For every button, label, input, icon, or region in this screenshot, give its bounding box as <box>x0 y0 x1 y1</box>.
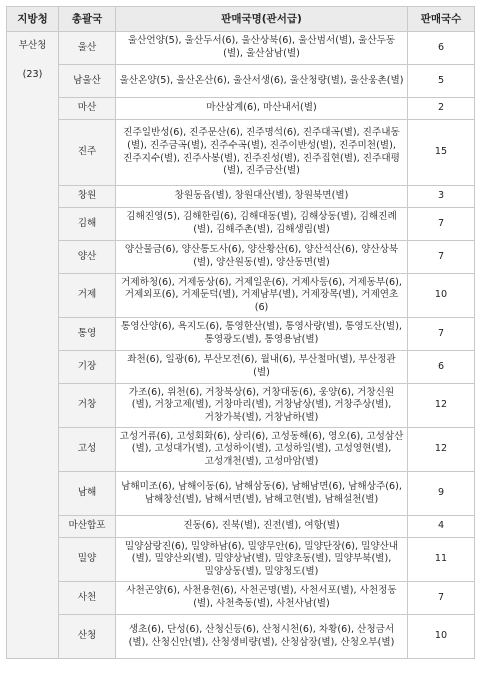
table-row <box>7 274 475 318</box>
seller-list: 진동(6), 진북(별), 진전(별), 여항(별) <box>116 516 408 538</box>
header-hq: 총괄국 <box>59 7 116 32</box>
seller-list: 울산언양(5), 울산두서(6), 울산상북(6), 울산범서(별), 울산두동(별), 울산삼남(별) <box>116 32 408 65</box>
seller-count: 15 <box>408 120 475 186</box>
table-row <box>7 120 475 186</box>
seller-count: 4 <box>408 516 475 538</box>
header-row <box>7 7 475 32</box>
seller-count: 2 <box>408 98 475 120</box>
table-row <box>7 32 475 65</box>
regional-office-name: 부산청 <box>18 40 47 51</box>
regional-office-cell <box>7 32 59 659</box>
table-row <box>7 516 475 538</box>
table-row <box>7 472 475 516</box>
hq-name: 양산 <box>59 241 116 274</box>
hq-name: 기장 <box>59 351 116 384</box>
seller-count: 9 <box>408 472 475 516</box>
table-row <box>7 186 475 208</box>
header-sellers: 판매국명(관서급) <box>116 7 408 32</box>
seller-list: 통영산양(6), 욕지도(6), 통영한산(별), 통영사량(별), 통영도산(별), 통영광도(별), 통영용남(별) <box>116 318 408 351</box>
seller-count: 12 <box>408 428 475 472</box>
hq-name: 통영 <box>59 318 116 351</box>
table-row <box>7 351 475 384</box>
seller-count: 12 <box>408 384 475 428</box>
table-row <box>7 582 475 615</box>
table-row <box>7 384 475 428</box>
seller-list: 남해미조(6), 남해이동(6), 남해삼동(6), 남해남면(6), 남해상주(6), 남해창선(별), 남해서면(별), 남해고현(별), 남해설천(별) <box>116 472 408 516</box>
seller-list: 밀양삼랑진(6), 밀양하남(6), 밀양무안(6), 밀양단장(6), 밀양산내(별), 밀양산외(별), 밀양상남(별), 밀양초동(별), 밀양부북(별), 밀양상동(별), 밀양청도(별) <box>116 538 408 582</box>
seller-count: 3 <box>408 186 475 208</box>
table-row <box>7 615 475 659</box>
seller-list: 거제하청(6), 거제동상(6), 거제일운(6), 거제사등(6), 거제동부(6), 거제외포(6), 거제둔덕(별), 거제남부(별), 거제장목(별), 거제연초(6) <box>116 274 408 318</box>
table-row <box>7 65 475 98</box>
seller-count: 7 <box>408 208 475 241</box>
seller-count: 7 <box>408 582 475 615</box>
seller-list: 진주일반성(6), 진주문산(6), 진주명석(6), 진주대곡(별), 진주내동(별), 진주금곡(별), 진주수곡(별), 진주이반성(별), 진주미천(별), 진주지수(별), 진주사봉(별), 진주진성(별), 진주집현(별), 진주대평(별), 진주금산(별) <box>116 120 408 186</box>
seller-list: 생초(6), 단성(6), 산청신등(6), 산청시천(6), 차황(6), 산청금서(별), 산청신안(별), 산청생비량(별), 산청삼장(별), 산청오부(별) <box>116 615 408 659</box>
seller-list: 가조(6), 위천(6), 거창북상(6), 거창대동(6), 웅양(6), 거창신원(별), 거창고제(별), 거창마리(별), 거창남상(별), 거창주상(별), 거창가북(별), 거창남하(별) <box>116 384 408 428</box>
hq-name: 창원 <box>59 186 116 208</box>
seller-list: 좌천(6), 일광(6), 부산모전(6), 월내(6), 부산철마(별), 부산정관(별) <box>116 351 408 384</box>
table-row <box>7 208 475 241</box>
table-row <box>7 241 475 274</box>
seller-count: 10 <box>408 615 475 659</box>
header-office: 지방청 <box>7 7 59 32</box>
regional-office-count: (23) <box>22 68 43 80</box>
seller-count: 6 <box>408 32 475 65</box>
seller-count: 5 <box>408 65 475 98</box>
seller-list: 양산물금(6), 양산통도사(6), 양산황산(6), 양산석산(6), 양산상북(별), 양산원동(별), 양산동면(별) <box>116 241 408 274</box>
seller-list: 사천곤양(6), 사천용현(6), 사천곤명(별), 사천서포(별), 사천정동(별), 사천축동(별), 사천사남(별) <box>116 582 408 615</box>
seller-count: 11 <box>408 538 475 582</box>
seller-count: 10 <box>408 274 475 318</box>
seller-list: 고성거류(6), 고성회화(6), 상리(6), 고성동해(6), 영오(6), 고성삼산(별), 고성대가(별), 고성하이(별), 고성하일(별), 고성영현(별), 고성개천(별), 고성마암(별) <box>116 428 408 472</box>
seller-count: 6 <box>408 351 475 384</box>
hq-name: 밀양 <box>59 538 116 582</box>
hq-name: 마산합포 <box>59 516 116 538</box>
seller-count: 7 <box>408 241 475 274</box>
table-row <box>7 538 475 582</box>
header-count: 판매국수 <box>408 7 475 32</box>
hq-name: 사천 <box>59 582 116 615</box>
table-row <box>7 428 475 472</box>
table-row <box>7 318 475 351</box>
seller-list: 김해진영(5), 김해한림(6), 김해대동(별), 김해상동(별), 김해진례(별), 김해주촌(별), 김해생림(별) <box>116 208 408 241</box>
table-row <box>7 98 475 120</box>
seller-list: 창원동읍(별), 창원대산(별), 창원북면(별) <box>116 186 408 208</box>
seller-list: 마산삼계(6), 마산내서(별) <box>116 98 408 120</box>
seller-list: 울산온양(5), 울산온산(6), 울산서생(6), 울산청량(별), 울산웅촌(별) <box>116 65 408 98</box>
seller-count: 7 <box>408 318 475 351</box>
sales-office-table <box>6 6 475 659</box>
hq-name: 고성 <box>59 428 116 472</box>
hq-name: 마산 <box>59 98 116 120</box>
hq-name: 거창 <box>59 384 116 428</box>
hq-name: 진주 <box>59 120 116 186</box>
hq-name: 거제 <box>59 274 116 318</box>
hq-name: 울산 <box>59 32 116 65</box>
hq-name: 남해 <box>59 472 116 516</box>
hq-name: 김해 <box>59 208 116 241</box>
hq-name: 산청 <box>59 615 116 659</box>
hq-name: 남울산 <box>59 65 116 98</box>
